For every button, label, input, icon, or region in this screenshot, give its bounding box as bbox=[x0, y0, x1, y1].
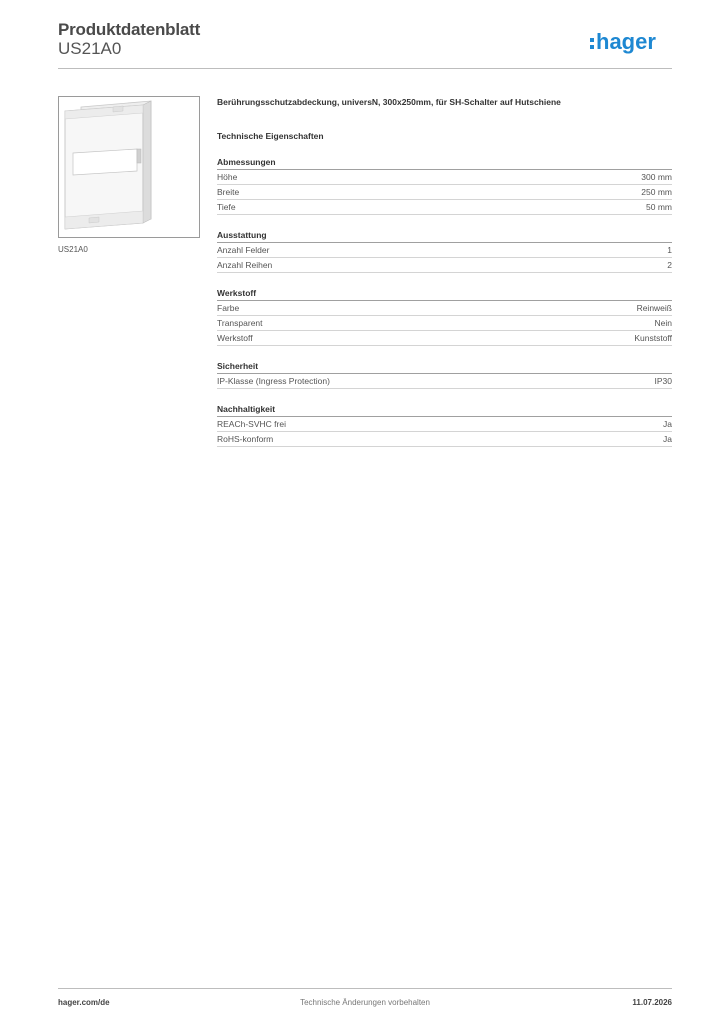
property-value: IP30 bbox=[654, 376, 672, 386]
property-row bbox=[217, 301, 672, 316]
property-label: Anzahl Reihen bbox=[217, 260, 273, 270]
property-label: REACh-SVHC frei bbox=[217, 419, 286, 429]
property-row bbox=[217, 170, 672, 185]
property-row bbox=[217, 374, 672, 389]
page-header bbox=[58, 20, 672, 70]
property-row bbox=[217, 243, 672, 258]
property-value: 2 bbox=[667, 260, 672, 270]
property-label: RoHS-konform bbox=[217, 434, 274, 444]
document-title: Produktdatenblatt bbox=[58, 20, 201, 39]
hager-logo-icon bbox=[590, 28, 672, 58]
section-title: Sicherheit bbox=[217, 360, 672, 374]
header-divider bbox=[58, 68, 672, 69]
section-nachhaltigkeit bbox=[217, 403, 672, 447]
property-value: Reinweiß bbox=[636, 303, 672, 313]
property-value: 250 mm bbox=[641, 187, 672, 197]
product-details bbox=[217, 96, 672, 447]
product-image bbox=[58, 96, 200, 238]
property-value: 1 bbox=[667, 245, 672, 255]
section-title: Nachhaltigkeit bbox=[217, 403, 672, 417]
section-sicherheit bbox=[217, 360, 672, 389]
footer-note: Technische Änderungen vorbehalten bbox=[300, 998, 430, 1007]
property-row bbox=[217, 417, 672, 432]
property-label: Anzahl Felder bbox=[217, 245, 270, 255]
property-row bbox=[217, 258, 672, 273]
product-code: US21A0 bbox=[58, 39, 122, 58]
product-description: Berührungsschutzabdeckung, universN, 300x250mm, für SH-Schalter auf Hutschiene bbox=[217, 97, 561, 107]
property-value: Ja bbox=[663, 419, 672, 429]
footer-divider bbox=[58, 988, 672, 989]
section-title: Ausstattung bbox=[217, 229, 672, 243]
property-label: Farbe bbox=[217, 303, 240, 313]
property-value: 50 mm bbox=[646, 202, 672, 212]
image-caption: US21A0 bbox=[58, 245, 88, 254]
property-label: Tiefe bbox=[217, 202, 236, 212]
section-title: Werkstoff bbox=[217, 287, 672, 301]
section-title: Abmessungen bbox=[217, 156, 672, 170]
property-label: Werkstoff bbox=[217, 333, 253, 343]
property-label: Transparent bbox=[217, 318, 263, 328]
section-werkstoff bbox=[217, 287, 672, 346]
hager-logo bbox=[590, 28, 672, 58]
section-abmessungen bbox=[217, 156, 672, 215]
property-label: Höhe bbox=[217, 172, 238, 182]
property-value: Nein bbox=[654, 318, 672, 328]
property-label: IP-Klasse (Ingress Protection) bbox=[217, 376, 330, 386]
logo-text: hager bbox=[596, 29, 656, 54]
website-link[interactable]: hager.com/de bbox=[58, 998, 110, 1007]
page-footer bbox=[58, 998, 672, 1010]
property-value: Ja bbox=[663, 434, 672, 444]
property-row bbox=[217, 432, 672, 447]
property-value: Kunststoff bbox=[634, 333, 672, 343]
property-row bbox=[217, 185, 672, 200]
product-illustration bbox=[59, 97, 199, 237]
property-row bbox=[217, 316, 672, 331]
property-value: 300 mm bbox=[641, 172, 672, 182]
property-row bbox=[217, 200, 672, 215]
section-ausstattung bbox=[217, 229, 672, 273]
footer-date: 11.07.2026 bbox=[632, 998, 672, 1007]
property-label: Breite bbox=[217, 187, 240, 197]
properties-title: Technische Eigenschaften bbox=[217, 131, 324, 141]
property-row bbox=[217, 331, 672, 346]
